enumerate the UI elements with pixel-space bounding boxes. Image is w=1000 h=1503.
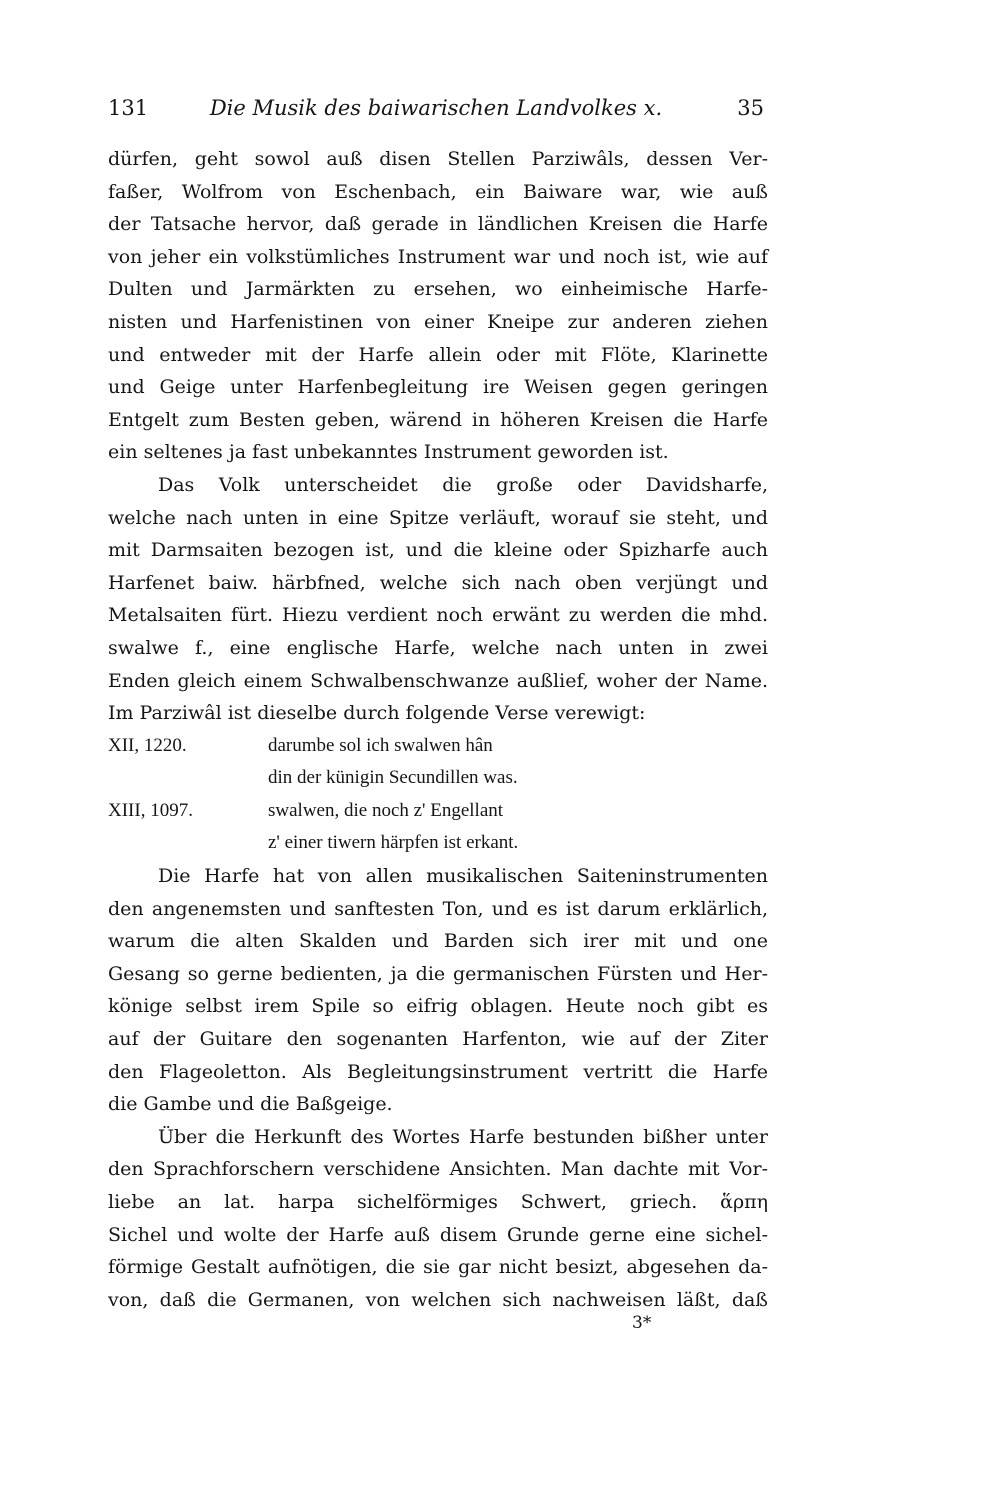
text-line: Entgelt zum Besten geben, wärend in höheren Kreisen die Harfe xyxy=(108,408,768,431)
verse-text: z' einer tiwern härpfen ist erkant. xyxy=(268,832,519,854)
running-header xyxy=(108,96,764,130)
text-line: und entweder mit der Harfe allein oder mit Flöte, Klarinette xyxy=(108,343,768,366)
verse-line xyxy=(108,795,768,828)
verse-line xyxy=(108,730,768,763)
text-line: mit Darmsaiten bezogen ist, und die kleine oder Spizharfe auch xyxy=(108,539,768,562)
verse-text: swalwen, die noch z' Engellant xyxy=(268,799,504,821)
text-line: den Flageoletton. Als Begleitungsinstrument vertritt die Harfe xyxy=(108,1060,768,1083)
text-line: Enden gleich einem Schwalbenschwanze außlief, woher der Name. xyxy=(108,669,768,692)
text-line: von, daß die Germanen, von welchen sich nachweisen läßt, daß xyxy=(108,1288,768,1311)
text-line: den angenemsten und sanftesten Ton, und es ist darum erklärlich, xyxy=(108,897,768,920)
verse-reference: XII, 1220. xyxy=(108,734,187,756)
text-line: liebe an lat. harpa sichelförmiges Schwert, griech. ἅρπη xyxy=(108,1191,768,1213)
text-line: dürfen, geht sowol auß disen Stellen Parziwâls, dessen Ver- xyxy=(108,148,768,170)
main-text xyxy=(108,143,768,1316)
text-line: faßer, Wolfrom von Eschenbach, ein Baiware war, wie auß xyxy=(108,180,768,203)
text-line: könige selbst irem Spile so eifrig oblagen. Heute noch gibt es xyxy=(108,995,768,1018)
verse-line xyxy=(108,827,768,860)
text-line: förmige Gestalt aufnötigen, die sie gar nicht besizt, abgesehen da- xyxy=(108,1256,768,1279)
verse-line xyxy=(108,762,768,795)
text-line: die Gambe und die Baßgeige. xyxy=(108,1093,393,1116)
text-line: den Sprachforschern verschidene Ansichten. Man dachte mit Vor- xyxy=(108,1158,768,1181)
text-line: Harfenet baiw. härbfned, welche sich nach oben verjüngt und xyxy=(108,571,768,594)
page-number-left: 131 xyxy=(108,96,149,120)
text-line: welche nach unten in eine Spitze verläuft, worauf sie steht, und xyxy=(108,506,768,529)
text-line: Gesang so gerne bedienten, ja die germanischen Fürsten und Her- xyxy=(108,962,768,985)
text-line: nisten und Harfenistinen von einer Kneipe zur anderen ziehen xyxy=(108,310,768,333)
paragraph-start: Die Harfe hat von allen musikalischen Saiteninstrumenten xyxy=(158,865,768,888)
page-number-right: 35 xyxy=(737,96,764,120)
verse-text: darumbe sol ich swalwen hân xyxy=(268,734,493,756)
verse-text: din der künigin Secundillen was. xyxy=(268,767,518,789)
paragraph-start: Über die Herkunft des Wortes Harfe bestunden bißher unter xyxy=(158,1125,768,1148)
signature-mark: 3* xyxy=(632,1313,652,1333)
text-line: auf der Guitare den sogenanten Harfenton, wie auf der Ziter xyxy=(108,1028,768,1051)
text-line: ein seltenes ja fast unbekanntes Instrument geworden ist. xyxy=(108,441,669,464)
text-line: Sichel und wolte der Harfe auß disem Grunde gerne eine sichel- xyxy=(108,1223,768,1246)
text-line: swalwe f., eine englische Harfe, welche nach unten in zwei xyxy=(108,636,768,659)
text-line: warum die alten Skalden und Barden sich irer mit und one xyxy=(108,930,768,953)
running-title: Die Musik des baiwarischen Landvolkes x. xyxy=(209,96,663,120)
paragraph-start: Das Volk unterscheidet die große oder Davidsharfe, xyxy=(158,473,768,496)
text-line: der Tatsache hervor, daß gerade in ländlichen Kreisen die Harfe xyxy=(108,213,768,236)
verse-reference: XIII, 1097. xyxy=(108,799,193,821)
text-line: und Geige unter Harfenbegleitung ire Weisen gegen geringen xyxy=(108,376,768,399)
text-line: Dulten und Jarmärkten zu ersehen, wo einheimische Harfe- xyxy=(108,278,768,301)
text-line: Im Parziwâl ist dieselbe durch folgende Verse verewigt: xyxy=(108,702,646,725)
text-line: Metalsaiten fürt. Hiezu verdient noch erwänt zu werden die mhd. xyxy=(108,604,768,627)
text-line: von jeher ein volkstümliches Instrument war und noch ist, wie auf xyxy=(108,245,768,268)
